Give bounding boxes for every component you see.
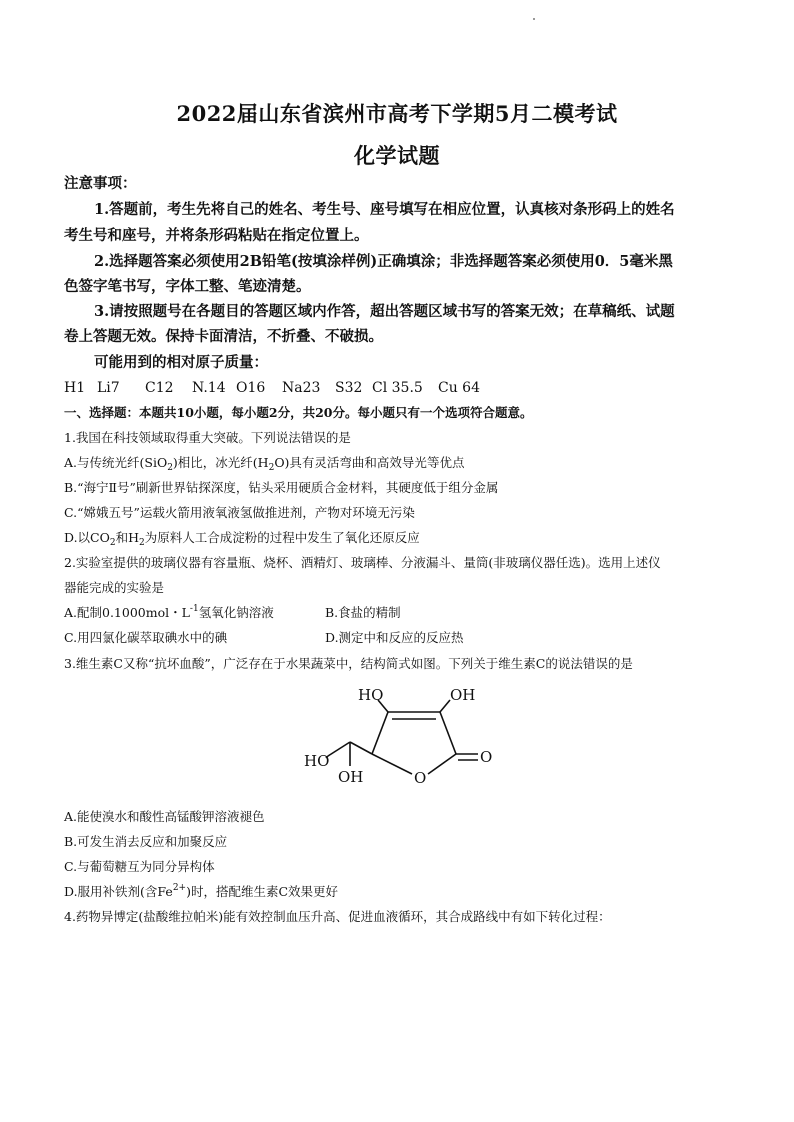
bond-o-c4 [372,754,412,774]
notice-item-2-line-1: 2.选择题答案必须使用2B铅笔(按填涂样例)正确填涂；非选择题答案必须使用0．5毫米黑 [94,253,673,270]
q2-option-a: A.配制0.1000mol・$L^{-1}$氢氧化钠溶液 [64,604,274,620]
label-ho-top-left: HO [358,686,384,704]
q2-stem-line-1: 2.实验室提供的玻璃仪器有容量瓶、烧杯、酒精灯、玻璃棒、分液漏斗、量筒(非玻璃仪器任选)。选用上述仪 [64,555,661,570]
q1-option-c: C.“嫦娥五号”运载火箭用液氧液氢做推进剂，产物对环境无污染 [64,505,415,520]
exam-title: 2022届山东省滨州市高考下学期5月二模考试 [176,101,618,126]
q2-option-c: C.用四氯化碳萃取碘水中的碘 [64,630,228,645]
section-1-heading: 一、选择题：本题共10小题，每小题2分，共20分。每小题只有一个选项符合题意。 [64,405,533,420]
atomic-mass-item: H1 [64,380,86,396]
atomic-mass-item: Li7 [97,380,120,396]
notice-item-3-line-1: 3.请按照题号在各题目的答题区域内作答，超出答题区域书写的答案无效；在草稿纸、试题 [94,303,675,320]
q1-option-b: B.“海宁Ⅱ号”刷新世界钻探深度，钻头采用硬质合金材料，其硬度低于组分金属 [64,480,499,495]
bond-c4-c5 [350,742,372,754]
atomic-mass-item: Na23 [282,380,321,396]
vitamin-c-structure-diagram [300,684,520,794]
label-oh-top-right: OH [450,686,476,704]
atomic-mass-item: N.14 [192,380,226,396]
notice-item-1-line-2: 考生号和座号，并将条形码粘贴在指定位置上。 [64,227,369,244]
q3-option-c: C.与葡萄糖互为同分异构体 [64,859,215,874]
notice-item-3-line-2: 卷上答题无效。保持卡面清洁，不折叠、不破损。 [64,328,383,345]
bond-c2-c1 [440,712,456,754]
label-carbonyl-oxygen: O [480,748,493,766]
q2-option-b: B.食盐的精制 [325,605,401,620]
notice-heading: 注意事项： [64,175,137,192]
subject-title: 化学试题 [354,143,440,168]
q3-option-b: B.可发生消去反应和加聚反应 [64,834,228,849]
atomic-mass-item: O16 [236,380,266,396]
atomic-mass-item: S32 [335,380,363,396]
q2-option-d: D.测定中和反应的反应热 [325,630,464,645]
q3-stem: 3.维生素C又称“抗坏血酸”，广泛存在于水果蔬菜中，结构简式如图。下列关于维生素C的说法错误的是 [64,656,633,671]
label-ho-left: HO [304,752,330,770]
q1-stem: 1.我国在科技领域取得重大突破。下列说法错误的是 [64,430,351,445]
bond-c5-c6 [328,742,350,756]
q2-stem-line-2: 器能完成的实验是 [64,580,165,595]
atomic-mass-item: Cu 64 [438,380,480,396]
q1-option-a: A.与传统光纤(SiO$_2$)相比，冰光纤$(H_2O)$具有灵活弯曲和高效导光等优点 [64,455,465,473]
label-oh-bottom: OH [338,768,364,786]
scan-speck [533,18,535,20]
bond-c2-oh [440,700,450,712]
atomic-mass-item: C12 [145,380,174,396]
q4-stem: 4.药物异博定(盐酸维拉帕米)能有效控制血压升高、促进血液循环，其合成路线中有如下转化过程： [64,909,611,924]
notice-item-2-line-2: 色签字笔书写，字体工整、笔迹清楚。 [64,278,311,295]
notice-item-1-line-1: 1.答题前，考生先将自己的姓名、考生号、座号填写在相应位置，认真核对条形码上的姓名 [94,201,675,218]
q3-option-d: D.服用补铁剂(含$Fe^{2+}$)时，搭配维生素C效果更好 [64,883,339,899]
q3-option-a: A.能使溴水和酸性高锰酸钾溶液褪色 [64,809,265,824]
q1-option-d: D.以$CO_2$和$H_2$为原料人工合成淀粉的过程中发生了氧化还原反应 [64,530,420,548]
bond-c4-c3 [372,712,388,754]
label-ring-oxygen: O [414,769,427,787]
atomic-mass-item: Cl 35.5 [372,380,423,396]
bond-c1-o [428,754,456,774]
atomic-mass-heading: 可能用到的相对原子质量： [94,354,268,371]
